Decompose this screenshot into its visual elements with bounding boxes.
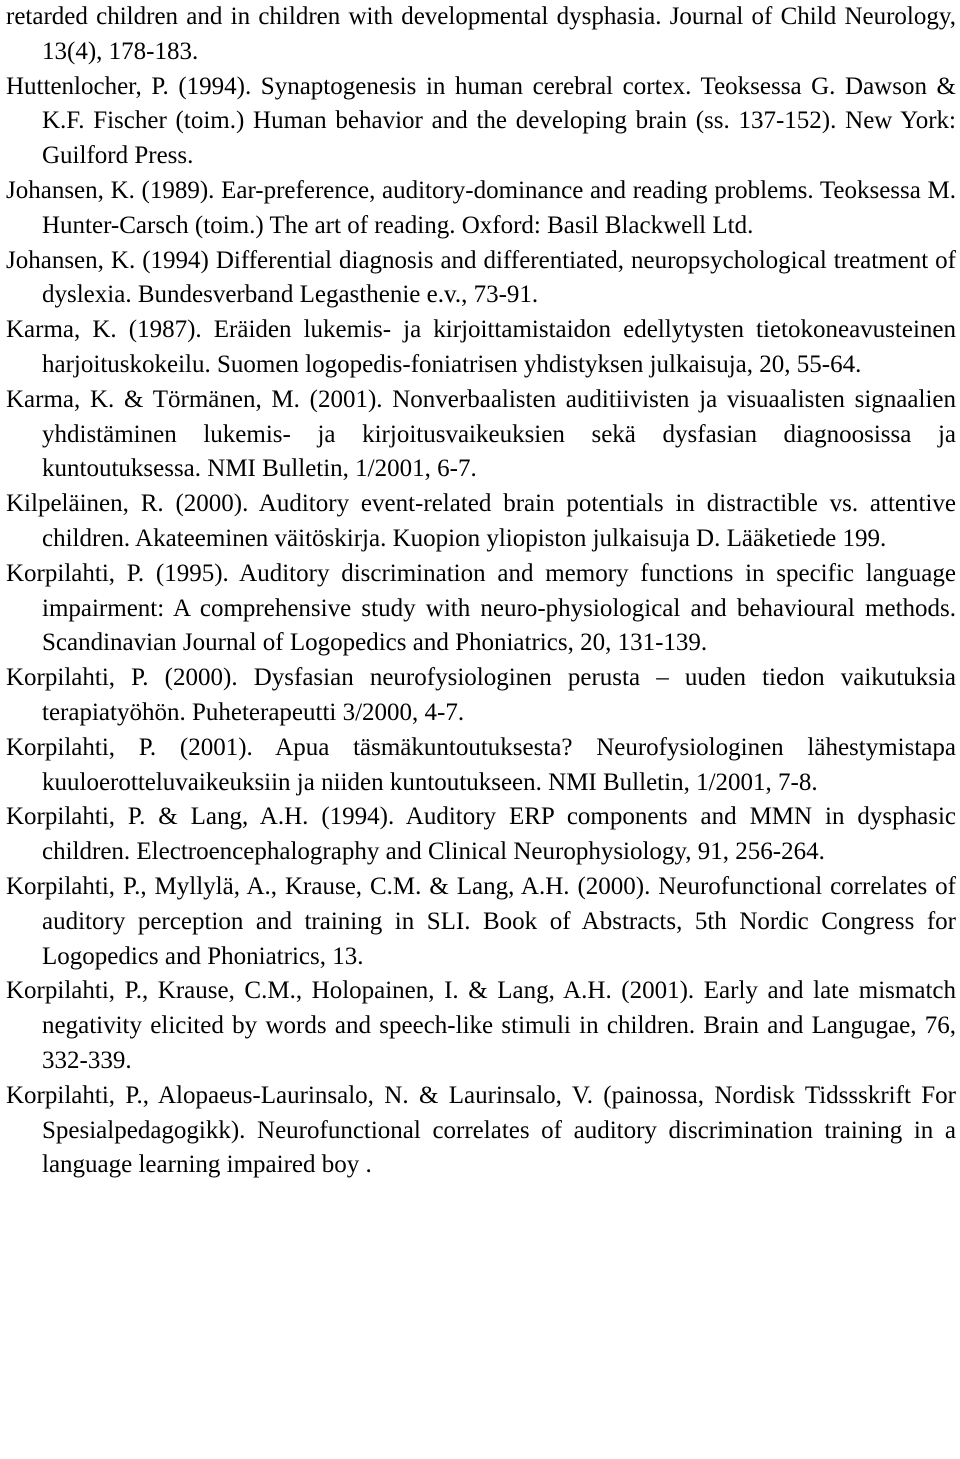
reference-list — [6, 0, 956, 1183]
reference-entry: Korpilahti, P. (1995). Auditory discrimination and memory functions in specific language impairment: A comprehensive study with neuro-physiological and behavioural methods. Scandinavian Journal of Logopedics and Phoniatrics, 20, 131-139. — [6, 559, 956, 657]
reference-entry: Johansen, K. (1994) Differential diagnosis and differentiated, neuropsychological treatment of dyslexia. Bundesverband Legasthenie e.v., 73-91. — [6, 246, 956, 309]
reference-entry: Johansen, K. (1989). Ear-preference, auditory-dominance and reading problems. Teoksessa M. Hunter-Carsch (toim.) The art of reading. Oxford: Basil Blackwell Ltd. — [6, 176, 956, 239]
reference-entry: Huttenlocher, P. (1994). Synaptogenesis in human cerebral cortex. Teoksessa G. Dawson & K.F. Fischer (toim.) Human behavior and the developing brain (ss. 137-152). New York: Guilford Press. — [6, 72, 956, 170]
reference-continuation: retarded children and in children with developmental dysphasia. Journal of Child Neurology, 13(4), 178-183. — [6, 3, 956, 65]
reference-entry: Karma, K. & Törmänen, M. (2001). Nonverbaalisten auditiivisten ja visuaalisten signaalien yhdistäminen lukemis- ja kirjoitusvaikeuksien sekä dysfasian diagnoosissa ja kuntoutuksessa. NMI Bulletin, 1/2001, 6-7. — [6, 385, 956, 483]
reference-entry: Korpilahti, P. & Lang, A.H. (1994). Auditory ERP components and MMN in dysphasic children. Electroencephalography and Clinical Neurophysiology, 91, 256-264. — [6, 803, 956, 866]
reference-entry: Korpilahti, P. (2000). Dysfasian neurofysiologinen perusta – uuden tiedon vaikutuksia terapiatyöhön. Puheterapeutti 3/2000, 4-7. — [6, 664, 956, 726]
reference-entry: Karma, K. (1987). Eräiden lukemis- ja kirjoittamistaidon edellytysten tietokoneavusteinen harjoituskokeilu. Suomen logopedis-foniatrisen yhdistyksen julkaisuja, 20, 55-64. — [6, 316, 956, 378]
reference-entry: Korpilahti, P., Krause, C.M., Holopainen, I. & Lang, A.H. (2001). Early and late mismatch negativity elicited by words and speech-like stimuli in children. Brain and Langugae, 76, 332-339. — [6, 977, 956, 1074]
reference-entry: Kilpeläinen, R. (2000). Auditory event-related brain potentials in distractible vs. attentive children. Akateeminen väitöskirja. Kuopion yliopiston julkaisuja D. Lääketiede 199. — [6, 490, 956, 552]
reference-entry: Korpilahti, P., Myllylä, A., Krause, C.M. & Lang, A.H. (2000). Neurofunctional correlates of auditory perception and training in SLI. Book of Abstracts, 5th Nordic Congress for Logopedics and Phoniatrics, 13. — [6, 872, 956, 970]
reference-entry: Korpilahti, P., Alopaeus-Laurinsalo, N. & Laurinsalo, V. (painossa, Nordisk Tidssskrift For Spesialpedagogikk). Neurofunctional correlates of auditory discrimination training in a language learning impaired boy . — [6, 1081, 956, 1179]
reference-entry: Korpilahti, P. (2001). Apua täsmäkuntoutuksesta? Neurofysiologinen lähestymistapa kuuloerotteluvaikeuksiin ja niiden kuntoutukseen. NMI Bulletin, 1/2001, 7-8. — [6, 733, 956, 796]
